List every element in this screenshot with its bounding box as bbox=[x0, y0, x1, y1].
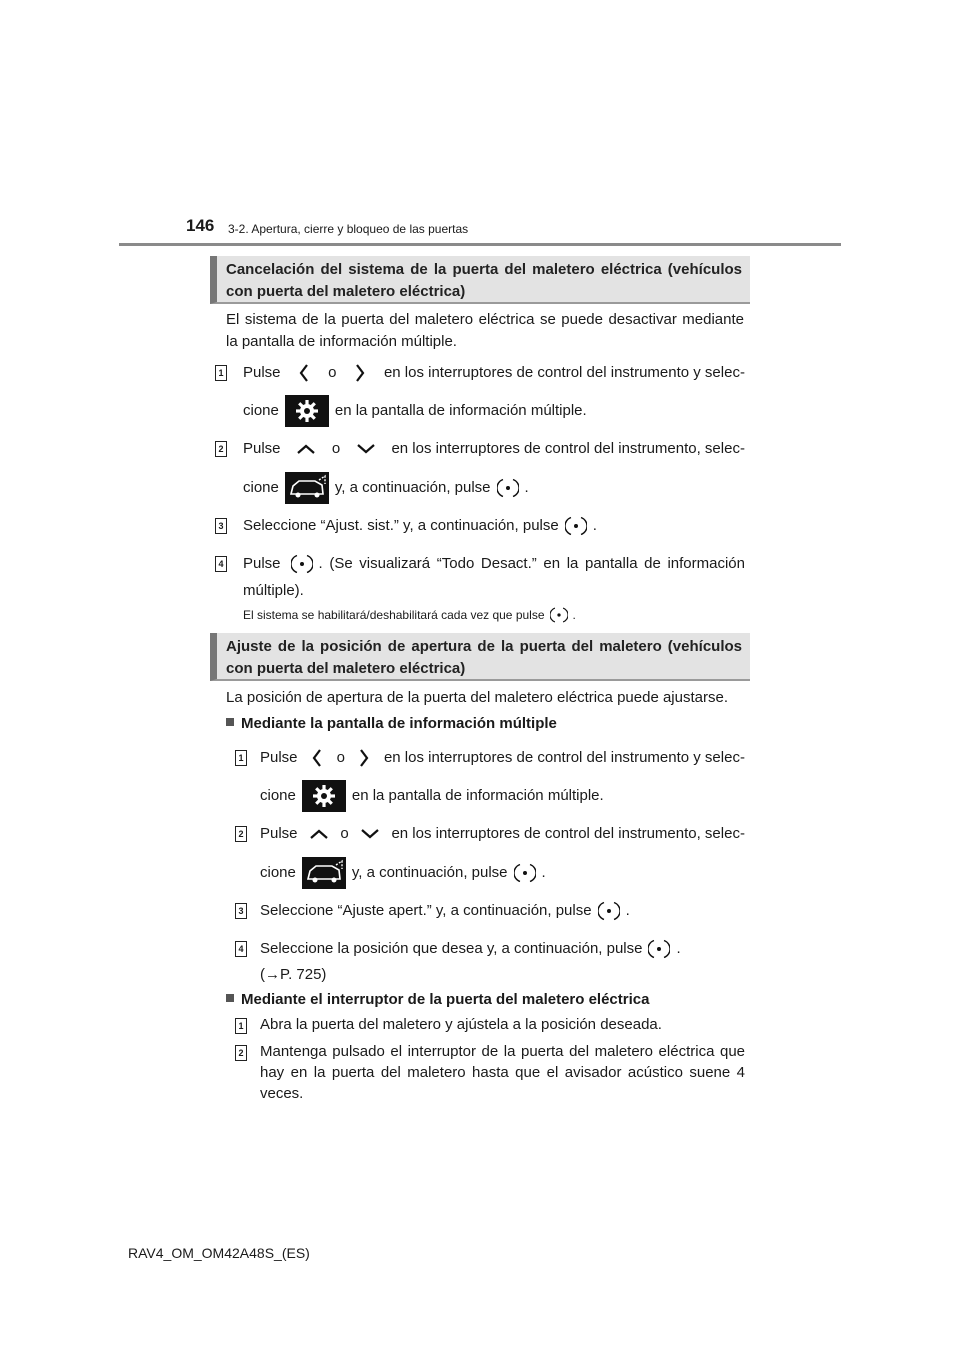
chevron-up-icon bbox=[296, 443, 316, 455]
step-text: múltiple). bbox=[243, 582, 304, 599]
vehicle-door-icon bbox=[285, 472, 329, 504]
step-line bbox=[243, 553, 745, 575]
note-text bbox=[243, 606, 576, 624]
chevron-right-icon bbox=[358, 748, 370, 768]
step-number: 1 bbox=[235, 1018, 247, 1034]
chevron-left-icon bbox=[298, 363, 310, 383]
enter-button-icon bbox=[598, 900, 620, 922]
step-line bbox=[243, 472, 529, 504]
step-text: Pulse bbox=[243, 364, 281, 381]
step-number: 3 bbox=[215, 518, 227, 534]
step-text: cione bbox=[243, 479, 279, 496]
enter-button-icon bbox=[565, 515, 587, 537]
step-number: 4 bbox=[235, 941, 247, 957]
step-text: . (Se visualizará “Todo Desact.” en la pantalla de información bbox=[318, 555, 745, 572]
step-text: en los interruptores de control del instrumento y selec- bbox=[383, 364, 745, 381]
enter-button-icon bbox=[497, 477, 519, 499]
bullet-square bbox=[226, 994, 234, 1002]
chevron-right-icon bbox=[354, 363, 366, 383]
gear-icon bbox=[285, 395, 329, 427]
step-number: 2 bbox=[215, 441, 227, 457]
chevron-down-icon bbox=[360, 828, 380, 840]
step-number: 2 bbox=[235, 826, 247, 842]
step-number: 1 bbox=[215, 365, 227, 381]
step-text: o bbox=[336, 749, 345, 766]
vehicle-door-icon bbox=[302, 857, 346, 889]
step-line bbox=[260, 747, 745, 769]
subheading-switch bbox=[226, 989, 649, 1011]
step-text: hay en la puerta del maletero hasta que el avisador acústico suene 4 bbox=[260, 1064, 745, 1081]
step-text: Seleccione “Ajust. sist.” y, a continuación, pulse bbox=[243, 517, 559, 534]
step-text: cione bbox=[243, 402, 279, 419]
intro-text: la pantalla de información múltiple. bbox=[226, 333, 457, 350]
step-text: . bbox=[541, 864, 546, 881]
chevron-left-icon bbox=[311, 748, 323, 768]
subheading-text: Mediante la pantalla de información múltiple bbox=[241, 715, 557, 732]
step-line bbox=[243, 395, 587, 427]
page-number: 146 bbox=[186, 216, 215, 235]
section-heading-adjust bbox=[210, 633, 750, 681]
note-content: . bbox=[572, 608, 576, 622]
page-reference: (→P. 725) bbox=[260, 966, 327, 983]
step-number: 2 bbox=[235, 1045, 247, 1061]
step-text: Seleccione la posición que desea y, a continuación, pulse bbox=[260, 940, 643, 957]
step-text: Pulse bbox=[260, 825, 298, 842]
chapter-title: 3-2. Apertura, cierre y bloqueo de las puertas bbox=[228, 222, 469, 236]
step-text: Pulse bbox=[243, 555, 281, 572]
step-text: cione bbox=[260, 787, 296, 804]
section-heading-line1: Ajuste de la posición de apertura de la puerta del maletero (vehículos bbox=[226, 638, 742, 655]
step-text: Pulse bbox=[260, 749, 298, 766]
step-text: o bbox=[331, 440, 341, 457]
step-text: Seleccione “Ajuste apert.” y, a continuación, pulse bbox=[260, 902, 592, 919]
step-text: en la pantalla de información múltiple. bbox=[351, 787, 604, 804]
step-text: veces. bbox=[260, 1085, 304, 1102]
step-line bbox=[260, 938, 681, 960]
step-text: . bbox=[676, 940, 681, 957]
step-text: en los interruptores de control del instrumento, selec- bbox=[391, 825, 745, 842]
step-line bbox=[243, 438, 745, 460]
section-heading-cancel bbox=[210, 256, 750, 304]
header-rule bbox=[119, 243, 841, 246]
step-line bbox=[260, 857, 546, 889]
step-line bbox=[260, 780, 604, 812]
step-number: 1 bbox=[235, 750, 247, 766]
chevron-down-icon bbox=[356, 443, 376, 455]
step-text: cione bbox=[260, 864, 296, 881]
step-text: en la pantalla de información múltiple. bbox=[334, 402, 587, 419]
intro-text: La posición de apertura de la puerta del maletero eléctrica puede ajustarse. bbox=[226, 689, 728, 706]
step-text: . bbox=[524, 479, 529, 496]
step-line bbox=[260, 823, 745, 845]
section-heading-line2: con puerta del maletero eléctrica) bbox=[226, 660, 466, 677]
section-heading-line1: Cancelación del sistema de la puerta del maletero eléctrica (vehículos bbox=[226, 261, 742, 278]
step-text: . bbox=[625, 902, 630, 919]
chevron-up-icon bbox=[309, 828, 329, 840]
step-text: y, a continuación, pulse bbox=[351, 864, 508, 881]
step-number: 3 bbox=[235, 903, 247, 919]
step-text: en los interruptores de control del instrumento y selec- bbox=[383, 749, 745, 766]
bullet-square bbox=[226, 718, 234, 726]
enter-button-icon bbox=[648, 938, 670, 960]
subheading-display bbox=[226, 713, 557, 735]
step-line bbox=[243, 362, 745, 384]
intro-text: El sistema de la puerta del maletero eléctrica se puede desactivar mediante bbox=[226, 311, 744, 328]
enter-button-icon bbox=[550, 606, 568, 624]
step-line bbox=[260, 900, 630, 922]
document-code: RAV4_OM_OM42A48S_(ES) bbox=[128, 1245, 310, 1261]
step-text: Pulse bbox=[243, 440, 281, 457]
step-text: Abra la puerta del maletero y ajústela a la posición deseada. bbox=[260, 1016, 662, 1033]
step-line bbox=[243, 515, 597, 537]
section-heading-line2: con puerta del maletero eléctrica) bbox=[226, 283, 466, 300]
step-text: . bbox=[592, 517, 597, 534]
enter-button-icon bbox=[514, 862, 536, 884]
step-text: o bbox=[328, 364, 337, 381]
step-text: en los interruptores de control del instrumento, selec- bbox=[391, 440, 745, 457]
gear-icon bbox=[302, 780, 346, 812]
step-text: y, a continuación, pulse bbox=[334, 479, 491, 496]
step-number: 4 bbox=[215, 556, 227, 572]
step-text: Mantenga pulsado el interruptor de la puerta del maletero eléctrica que bbox=[260, 1043, 745, 1060]
enter-button-icon bbox=[291, 553, 313, 575]
step-text: o bbox=[340, 825, 349, 842]
note-content: El sistema se habilitará/deshabilitará cada vez que pulse bbox=[243, 608, 545, 622]
subheading-text: Mediante el interruptor de la puerta del maletero eléctrica bbox=[241, 991, 650, 1008]
